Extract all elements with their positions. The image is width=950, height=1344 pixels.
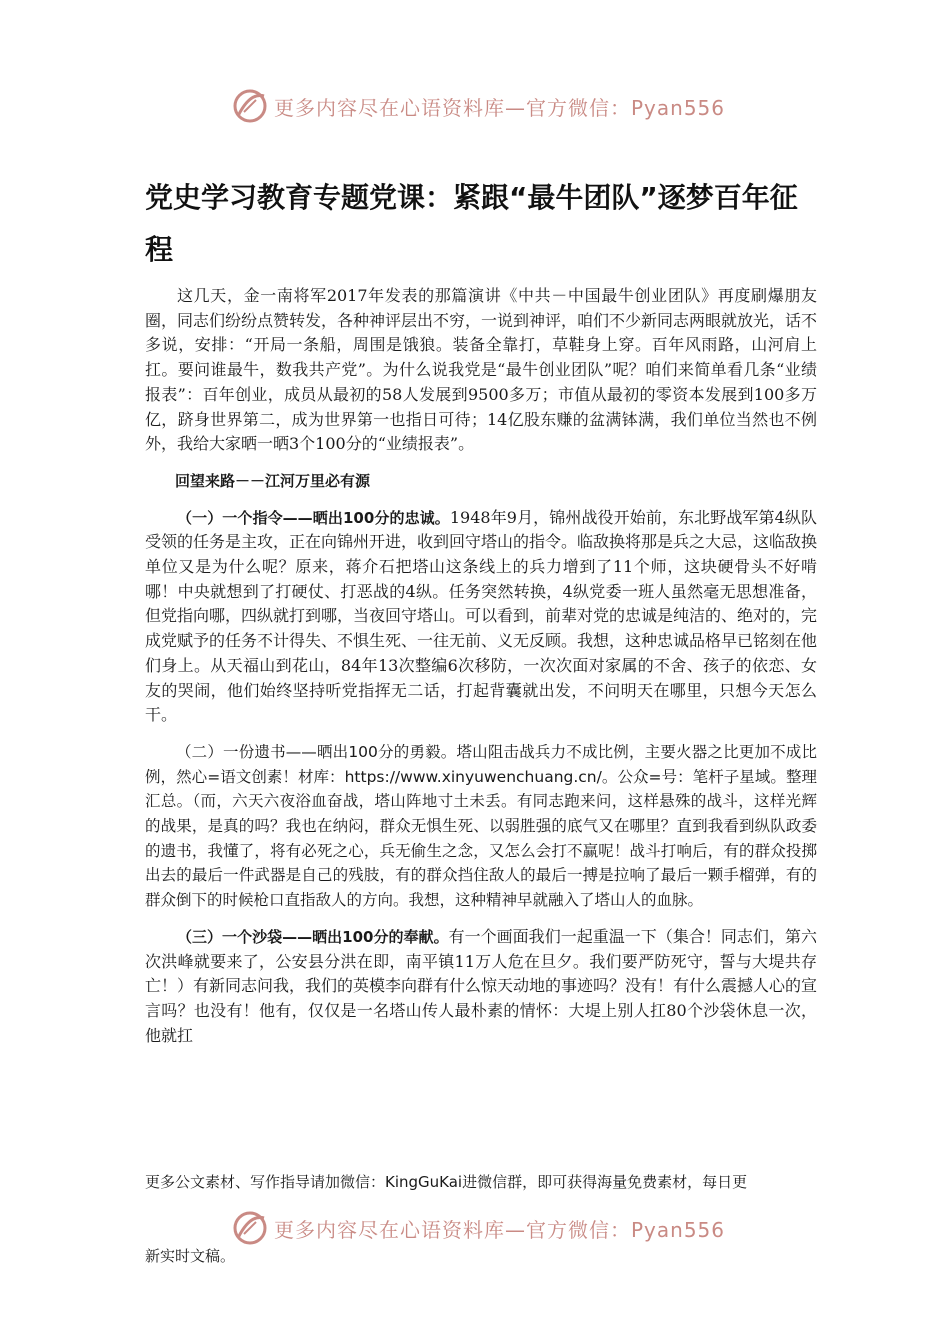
paragraph-loyalty-body: 1948年9月，锦州战役开始前，东北野战军第4纵队受领的任务是主攻，正在向锦州开进，收到回守塔山的指令。临敌换将那是兵之大忌，这临敌换单位又是为什么呢？原来，蒋介石把塔山这条线上的兵力增到了11个师，这块硬骨头不好啃哪！中央就想到了打硬仗、打恶战的4纵。任务突然转换，4纵党委一班人虽然毫无思想准备，但党指向哪，四纵就打到哪，当夜回守塔山。可以看到，前辈对党的忠诚是纯洁的、绝对的，完成党赋予的任务不计得失、不惧生死、一往无前、义无反顾。我想，这种忠诚品格早已铭刻在他们身上。从天福山到花山，84年13次整编6次移防，一次次面对家属的不舍、孩子的依恋、女友的哭闹，他们始终坚持听党指挥无二话，打起背囊就出发，不问明天在哪里，只想今天怎么干。 xyxy=(145,507,818,725)
header-banner xyxy=(230,84,730,128)
article-body xyxy=(145,284,817,1058)
paragraph-dedication xyxy=(145,925,817,1049)
paragraph-loyalty-lead: （一）一个指令——晒出100分的忠诚。 xyxy=(177,508,450,527)
logo-icon xyxy=(230,86,270,126)
logo-icon xyxy=(230,1208,270,1248)
paragraph-courage: （二）一份遗书——晒出100分的勇毅。塔山阻击战兵力不成比例，主要火器之比更加不成比例，然心=语文创素！材库：https://www.xinyuwenchuang.cn/。公众=号：笔杆子星域。整理汇总。（而，六天六夜浴血奋战，塔山阵地寸土未丢。有同志跑来问，这样悬殊的战斗，这样光辉的战果，是真的吗？我也在纳闷，群众无惧生死、以弱胜强的底气又在哪里？直到我看到纵队政委的遗书，我懂了，将有必死之心，兵无偷生之念，又怎么会打不赢呢！战斗打响后，有的群众投掷出去的最后一件武器是自己的残肢，有的群众挡住敌人的最后一搏是拉响了最后一颗手榴弹，有的群众倒下的时候枪口直指敌人的方向。我想，这种精神早就融入了塔山人的血脉。 xyxy=(145,742,817,910)
page-title: 党史学习教育专题党课：紧跟“最牛团队”逐梦百年征程 xyxy=(145,181,798,266)
paragraph-loyalty xyxy=(145,506,817,728)
paragraph-dedication-lead: （三）一个沙袋——晒出100分的奉献。 xyxy=(177,927,449,946)
banner-text: 更多内容尽在心语资料库—官方微信：Pyan556 xyxy=(274,1217,726,1242)
footer-note: 更多公文素材、写作指导请加微信：KingGuKai进微信群，即可获得海量免费素材，每日更 xyxy=(145,1173,748,1191)
banner-text: 更多内容尽在心语资料库—官方微信：Pyan556 xyxy=(274,95,726,120)
paragraph-dedication-body: 有一个画面我们一起重温一下（集合！同志们，第六次洪峰就要来了，公安县分洪在即，南平镇11万人危在旦夕。我们要严防死守，誓与大堤共存亡！）有新同志问我，我们的英模李向群有什么惊天动地的事迹吗？没有！有什么震撼人心的宣言吗？也没有！他有，仅仅是一名塔山传人最朴素的情怀：大堤上别人扛80个沙袋休息一次，他就扛 xyxy=(145,926,818,1045)
intro-paragraph: 这几天，金一南将军2017年发表的那篇演讲《中共－中国最牛创业团队》再度刷爆朋友圈，同志们纷纷点赞转发，各种神评层出不穷，一说到神评，咱们不少新同志两眼就放光，话不多说，安排：“开局一条船，周围是饿狼。装备全靠打，草鞋身上穿。百年风雨路，山河肩上扛。要问谁最牛，数我共产党”。为什么说我党是“最牛创业团队”呢？咱们来简单看几条“业绩报表”：百年创业，成员从最初的58人发展到9500多万；市值从最初的零资本发展到100多万亿，跻身世界第二，成为世界第一也指日可待；14亿股东赚的盆满钵满，我们单位当然也不例外，我给大家晒一晒3个100分的“业绩报表”。 xyxy=(145,286,818,454)
section-heading: 回望来路－－江河万里必有源 xyxy=(175,471,371,490)
footer-note-continued: 新实时文稿。 xyxy=(145,1247,236,1265)
